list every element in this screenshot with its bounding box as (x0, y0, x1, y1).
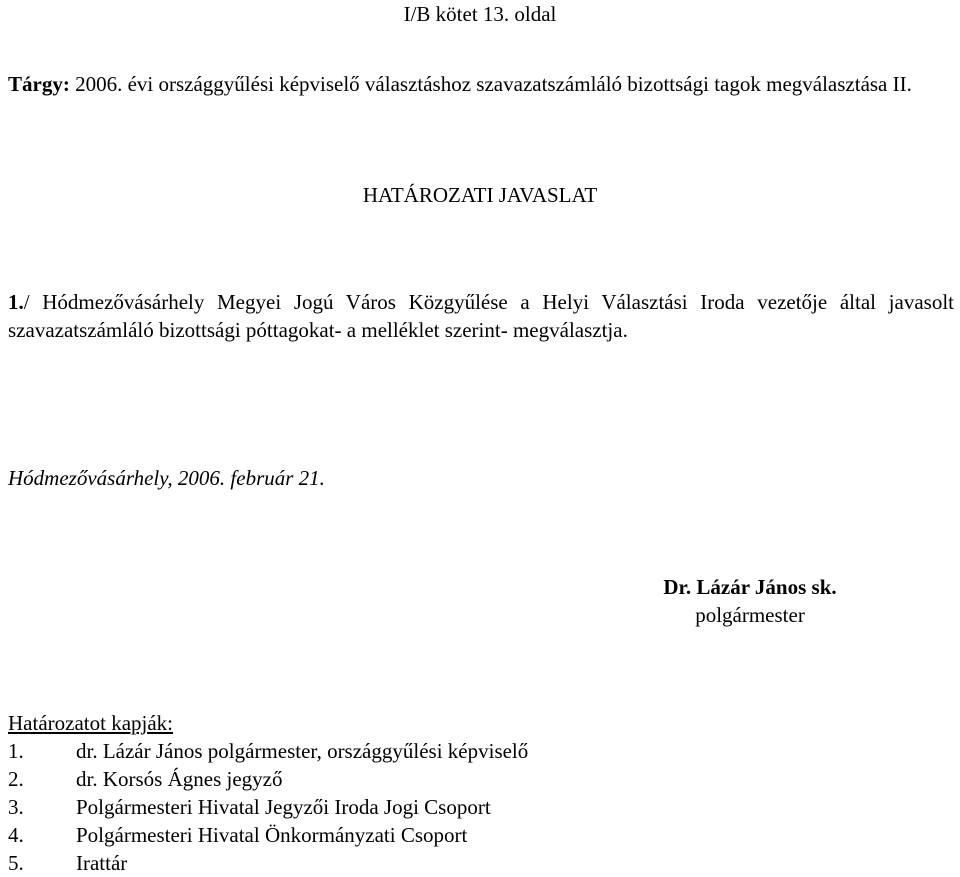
resolution-number: 1. (8, 290, 24, 314)
resolution-paragraph (8, 288, 954, 344)
list-item (8, 737, 528, 765)
list-item-number: 1. (8, 739, 24, 763)
list-item-text: dr. Lázár János polgármester, országgyűlési képviselő (76, 739, 529, 763)
list-item-number: 3. (8, 795, 24, 819)
list-item-text: Irattár (76, 851, 128, 875)
list-item-number: 4. (8, 823, 24, 847)
list-item (8, 849, 528, 877)
volume-page-label: I/B kötet 13. oldal (403, 2, 557, 26)
list-item-number: 2. (8, 767, 24, 791)
signature-block (640, 573, 860, 629)
signatory-title: polgármester (695, 603, 805, 627)
subject-text: 2006. évi országgyűlési képviselő választáshoz szavazatszámláló bizottsági tagok megválasztása II. (69, 72, 912, 96)
subject-line (8, 70, 954, 98)
recipients-section (8, 709, 528, 877)
subject-label: Tárgy: (8, 72, 70, 96)
signatory-name: Dr. Lázár János sk. (663, 575, 837, 599)
list-item-text: Polgármesteri Hivatal Jegyzői Iroda Jogi Csoport (76, 795, 491, 819)
resolution-heading: HATÁROZATI JAVASLAT (362, 183, 598, 207)
list-item-number: 5. (8, 851, 24, 875)
place-date: Hódmezővásárhely, 2006. február 21. (8, 466, 325, 490)
recipients-title: Határozatot kapják: (8, 711, 174, 735)
page-header (0, 0, 960, 28)
list-item-text: dr. Korsós Ágnes jegyző (76, 767, 283, 791)
list-item (8, 793, 528, 821)
recipients-list (8, 737, 528, 877)
resolution-text: / Hódmezővásárhely Megyei Jogú Város Közgyűlése a Helyi Választási Iroda vezetője által javasolt szavazatszámláló bizottsági póttagokat- a melléklet szerint- megválasztja. (8, 290, 954, 342)
list-item-text: Polgármesteri Hivatal Önkormányzati Csoport (76, 823, 468, 847)
list-item (8, 821, 528, 849)
list-item (8, 765, 528, 793)
